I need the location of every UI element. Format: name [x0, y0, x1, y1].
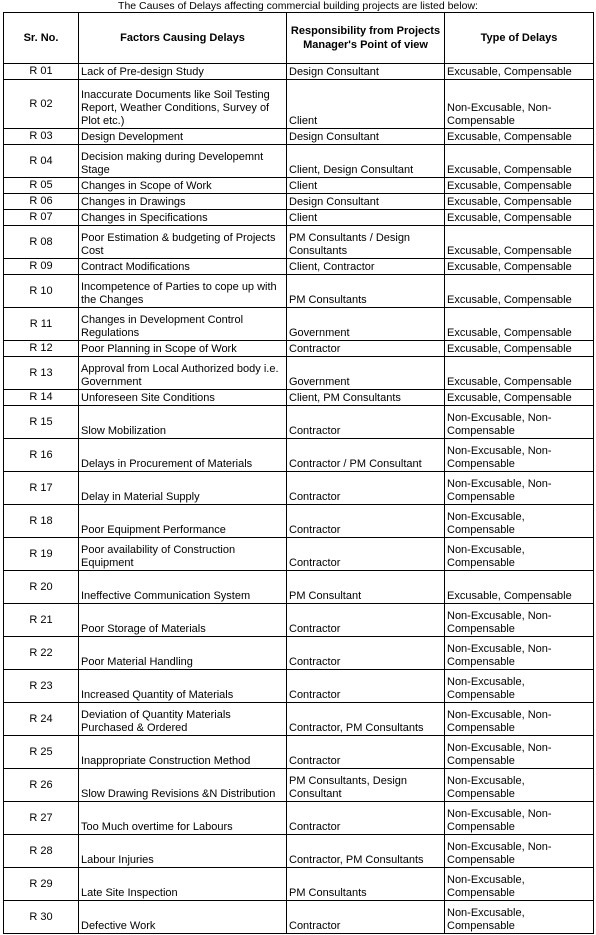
table-row [4, 275, 594, 308]
cell-responsibility: PM Consultants [287, 868, 445, 901]
cell-type: Excusable, Compensable [445, 145, 594, 178]
cell-sr-no: R 30 [4, 901, 79, 934]
cell-factor: Ineffective Communication System [79, 571, 287, 604]
table-row [4, 341, 594, 357]
cell-factor: Poor Planning in Scope of Work [79, 341, 287, 357]
cell-factor: Poor Equipment Performance [79, 505, 287, 538]
table-row [4, 670, 594, 703]
cell-type: Non-Excusable, Non-Compensable [445, 637, 594, 670]
table-row [4, 80, 594, 129]
cell-sr-no: R 21 [4, 604, 79, 637]
cell-factor: Incompetence of Parties to cope up with the Changes [79, 275, 287, 308]
table-row [4, 178, 594, 194]
cell-sr-no: R 25 [4, 736, 79, 769]
header-factors: Factors Causing Delays [79, 13, 287, 64]
cell-sr-no: R 23 [4, 670, 79, 703]
cell-responsibility: Client, Design Consultant [287, 145, 445, 178]
table-row [4, 390, 594, 406]
cell-type: Excusable, Compensable [445, 259, 594, 275]
cell-factor: Slow Mobilization [79, 406, 287, 439]
table-row [4, 439, 594, 472]
cell-responsibility: Government [287, 308, 445, 341]
cell-responsibility: Contractor [287, 670, 445, 703]
cell-sr-no: R 18 [4, 505, 79, 538]
cell-factor: Changes in Scope of Work [79, 178, 287, 194]
cell-factor: Inaccurate Documents like Soil Testing Report, Weather Conditions, Survey of Plot etc.) [79, 80, 287, 129]
cell-responsibility: Client, PM Consultants [287, 390, 445, 406]
table-row [4, 145, 594, 178]
cell-type: Non-Excusable, Non-Compensable [445, 703, 594, 736]
cell-factor: Delay in Material Supply [79, 472, 287, 505]
cell-responsibility: PM Consultants [287, 275, 445, 308]
cell-sr-no: R 22 [4, 637, 79, 670]
delays-table [3, 12, 594, 934]
cell-sr-no: R 17 [4, 472, 79, 505]
table-row [4, 802, 594, 835]
table-row [4, 604, 594, 637]
table-row [4, 357, 594, 390]
cell-factor: Changes in Development Control Regulations [79, 308, 287, 341]
cell-factor: Defective Work [79, 901, 287, 934]
cell-type: Excusable, Compensable [445, 357, 594, 390]
cell-sr-no: R 20 [4, 571, 79, 604]
cell-factor: Slow Drawing Revisions &N Distribution [79, 769, 287, 802]
cell-type: Non-Excusable, Compensable [445, 769, 594, 802]
cell-responsibility: Contractor [287, 901, 445, 934]
table-row [4, 901, 594, 934]
cell-factor: Decision making during Developemnt Stage [79, 145, 287, 178]
cell-sr-no: R 13 [4, 357, 79, 390]
cell-factor: Design Development [79, 129, 287, 145]
cell-sr-no: R 03 [4, 129, 79, 145]
cell-responsibility: Contractor [287, 406, 445, 439]
table-row [4, 226, 594, 259]
cell-factor: Too Much overtime for Labours [79, 802, 287, 835]
cell-sr-no: R 05 [4, 178, 79, 194]
cell-factor: Contract Modifications [79, 259, 287, 275]
cell-factor: Poor Estimation & budgeting of Projects Cost [79, 226, 287, 259]
cell-responsibility: Client, Contractor [287, 259, 445, 275]
cell-type: Non-Excusable, Non-Compensable [445, 472, 594, 505]
cell-factor: Poor availability of Construction Equipment [79, 538, 287, 571]
cell-factor: Delays in Procurement of Materials [79, 439, 287, 472]
cell-sr-no: R 16 [4, 439, 79, 472]
cell-type: Non-Excusable, Non-Compensable [445, 736, 594, 769]
cell-type: Non-Excusable, Non-Compensable [445, 406, 594, 439]
cell-responsibility: Contractor, PM Consultants [287, 703, 445, 736]
header-row [4, 13, 594, 64]
cell-factor: Increased Quantity of Materials [79, 670, 287, 703]
cell-responsibility: Contractor [287, 637, 445, 670]
cell-sr-no: R 27 [4, 802, 79, 835]
cell-responsibility: Contractor [287, 472, 445, 505]
header-type: Type of Delays [445, 13, 594, 64]
cell-factor: Deviation of Quantity Materials Purchased & Ordered [79, 703, 287, 736]
cell-factor: Approval from Local Authorized body i.e. Government [79, 357, 287, 390]
header-sr-no: Sr. No. [4, 13, 79, 64]
cell-factor: Unforeseen Site Conditions [79, 390, 287, 406]
cell-type: Non-Excusable, Compensable [445, 670, 594, 703]
cell-type: Excusable, Compensable [445, 226, 594, 259]
table-row [4, 769, 594, 802]
cell-type: Non-Excusable, Compensable [445, 538, 594, 571]
cell-sr-no: R 04 [4, 145, 79, 178]
cell-responsibility: Contractor [287, 802, 445, 835]
cell-sr-no: R 19 [4, 538, 79, 571]
table-row [4, 835, 594, 868]
cell-sr-no: R 12 [4, 341, 79, 357]
table-row [4, 571, 594, 604]
cell-type: Non-Excusable, Non-Compensable [445, 439, 594, 472]
table-row [4, 129, 594, 145]
cell-responsibility: Contractor [287, 341, 445, 357]
cell-responsibility: Contractor [287, 505, 445, 538]
cell-type: Excusable, Compensable [445, 64, 594, 80]
cell-type: Excusable, Compensable [445, 308, 594, 341]
cell-sr-no: R 24 [4, 703, 79, 736]
header-responsibility: Responsibility from Projects Manager's Point of view [287, 13, 445, 64]
cell-responsibility: Client [287, 178, 445, 194]
cell-responsibility: PM Consultants / Design Consultants [287, 226, 445, 259]
table-body [4, 64, 594, 934]
cell-responsibility: Government [287, 357, 445, 390]
cell-responsibility: PM Consultant [287, 571, 445, 604]
table-row [4, 637, 594, 670]
cell-sr-no: R 15 [4, 406, 79, 439]
cell-factor: Late Site Inspection [79, 868, 287, 901]
cell-factor: Inappropriate Construction Method [79, 736, 287, 769]
table-row [4, 259, 594, 275]
cell-type: Excusable, Compensable [445, 194, 594, 210]
table-row [4, 736, 594, 769]
cell-factor: Changes in Specifications [79, 210, 287, 226]
cell-type: Non-Excusable, Non-Compensable [445, 604, 594, 637]
table-row [4, 210, 594, 226]
cell-type: Non-Excusable, Compensable [445, 868, 594, 901]
cell-sr-no: R 28 [4, 835, 79, 868]
cell-factor: Changes in Drawings [79, 194, 287, 210]
cell-sr-no: R 10 [4, 275, 79, 308]
cell-responsibility: Contractor / PM Consultant [287, 439, 445, 472]
cell-sr-no: R 14 [4, 390, 79, 406]
cell-factor: Labour Injuries [79, 835, 287, 868]
table-row [4, 538, 594, 571]
cell-factor: Lack of Pre-design Study [79, 64, 287, 80]
table-row [4, 194, 594, 210]
cell-type: Excusable, Compensable [445, 129, 594, 145]
cell-sr-no: R 02 [4, 80, 79, 129]
cell-type: Excusable, Compensable [445, 341, 594, 357]
cell-type: Non-Excusable, Non-Compensable [445, 80, 594, 129]
cell-sr-no: R 07 [4, 210, 79, 226]
cell-type: Excusable, Compensable [445, 210, 594, 226]
cell-factor: Poor Storage of Materials [79, 604, 287, 637]
cell-sr-no: R 09 [4, 259, 79, 275]
cell-sr-no: R 08 [4, 226, 79, 259]
table-row [4, 406, 594, 439]
cell-responsibility: Design Consultant [287, 129, 445, 145]
table-row [4, 64, 594, 80]
cell-type: Non-Excusable, Compensable [445, 901, 594, 934]
table-row [4, 472, 594, 505]
cell-responsibility: PM Consultants, Design Consultant [287, 769, 445, 802]
cell-type: Excusable, Compensable [445, 390, 594, 406]
cell-responsibility: Contractor, PM Consultants [287, 835, 445, 868]
cell-responsibility: Client [287, 80, 445, 129]
cell-sr-no: R 11 [4, 308, 79, 341]
cell-responsibility: Contractor [287, 604, 445, 637]
cell-responsibility: Client [287, 210, 445, 226]
table-row [4, 703, 594, 736]
table-caption: The Causes of Delays affecting commercial building projects are listed below: [118, 0, 478, 12]
cell-sr-no: R 01 [4, 64, 79, 80]
cell-type: Non-Excusable, Non-Compensable [445, 802, 594, 835]
cell-factor: Poor Material Handling [79, 637, 287, 670]
cell-type: Non-Excusable, Compensable [445, 505, 594, 538]
cell-sr-no: R 06 [4, 194, 79, 210]
cell-responsibility: Design Consultant [287, 194, 445, 210]
cell-type: Non-Excusable, Non-Compensable [445, 835, 594, 868]
table-row [4, 505, 594, 538]
cell-responsibility: Design Consultant [287, 64, 445, 80]
table-row [4, 868, 594, 901]
cell-responsibility: Contractor [287, 736, 445, 769]
cell-type: Excusable, Compensable [445, 275, 594, 308]
table-row [4, 308, 594, 341]
cell-responsibility: Contractor [287, 538, 445, 571]
cell-sr-no: R 29 [4, 868, 79, 901]
cell-type: Excusable, Compensable [445, 178, 594, 194]
cell-sr-no: R 26 [4, 769, 79, 802]
cell-type: Excusable, Compensable [445, 571, 594, 604]
